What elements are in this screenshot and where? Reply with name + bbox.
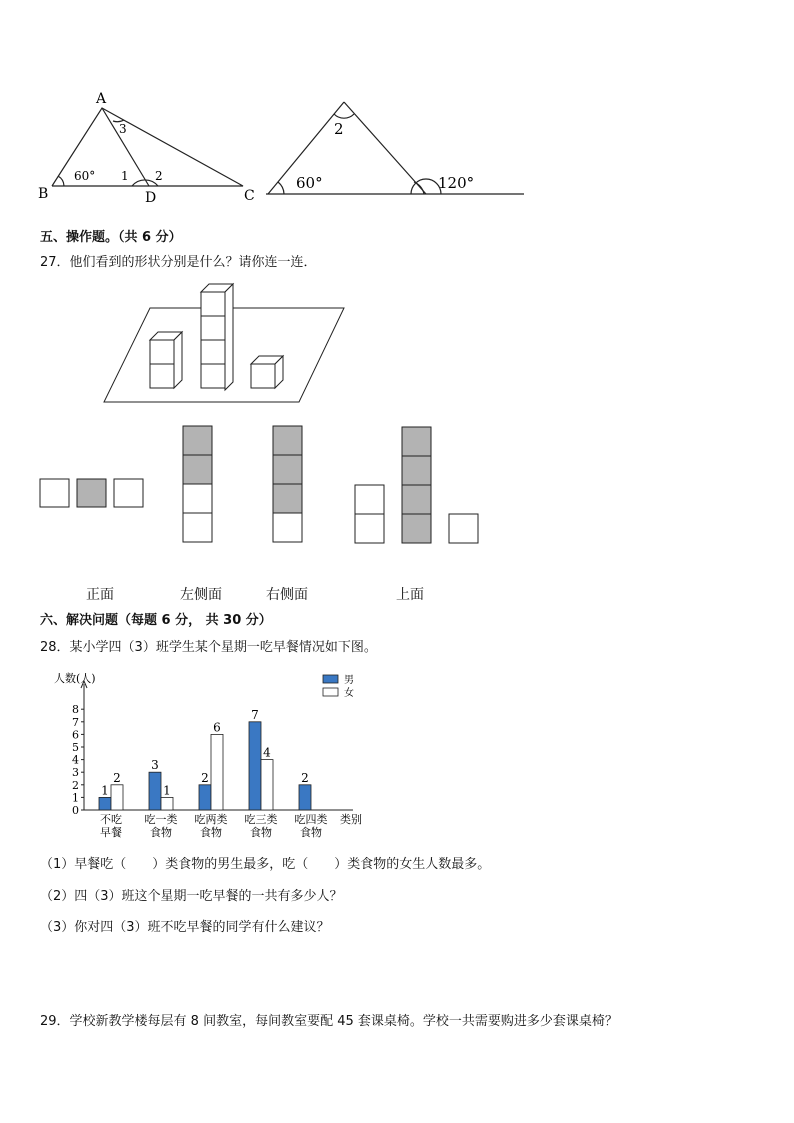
x-category-label: 早餐 <box>100 826 122 839</box>
view-options-figure <box>38 424 483 548</box>
question-29: 29．学校新教学楼每层有 8 间教室，每间教室要配 45 套课桌椅。学校一共需要购进多少套课桌椅？ <box>40 1014 618 1029</box>
question-28: 28．某小学四（3）班学生某个星期一吃早餐情况如下图。 <box>40 640 377 655</box>
triangle-exterior-angle-figure <box>262 96 528 206</box>
label-d: D <box>145 190 157 206</box>
question-27: 27．他们看到的形状分别是什么？请你连一连． <box>40 255 317 270</box>
bar-boys <box>249 722 261 810</box>
y-tick-label: 6 <box>72 728 79 742</box>
section-6-heading: 六、解决问题（每题 6 分， 共 30 分） <box>40 613 272 628</box>
label-c: C <box>244 188 255 204</box>
y-tick-label: 0 <box>72 804 79 817</box>
x-category-label: 吃两类 <box>194 813 228 826</box>
label-b: B <box>38 186 49 202</box>
legend-swatch-girls <box>323 688 338 696</box>
triangle-abc-figure <box>30 88 260 208</box>
angle-1-label: 1 <box>121 169 129 183</box>
bar-data-label: 1 <box>163 783 171 798</box>
bar-data-label: 3 <box>151 758 159 773</box>
y-tick-label: 1 <box>72 791 79 805</box>
exterior-angle-label: 120° <box>438 174 475 192</box>
chart-y-axis-label: 人数(人) <box>54 672 96 685</box>
view-label-left: 左侧面 <box>180 587 222 603</box>
bar-data-label: 4 <box>263 745 271 760</box>
angle-b-label: 60° <box>74 169 96 183</box>
x-category-label: 不吃 <box>100 813 122 826</box>
question-28-sub-1: （1）早餐吃（ ）类食物的男生最多，吃（ ）类食物的女生人数最多。 <box>40 857 491 872</box>
bar-boys <box>149 772 161 810</box>
bar-boys <box>199 785 211 810</box>
bar-data-label: 2 <box>301 770 309 785</box>
x-category-label: 食物 <box>300 826 322 839</box>
x-category-label: 吃一类 <box>144 813 178 826</box>
bar-data-label: 6 <box>213 720 221 735</box>
y-tick-label: 2 <box>72 778 79 792</box>
y-tick-label: 5 <box>72 741 79 754</box>
legend-label-girls: 女 <box>344 688 354 699</box>
breakfast-bar-chart <box>48 668 378 840</box>
view-label-front: 正面 <box>86 587 114 603</box>
y-tick-label: 8 <box>72 703 79 717</box>
bar-girls <box>161 797 173 810</box>
left-angle-label: 60° <box>296 174 323 192</box>
legend-label-boys: 男 <box>344 675 354 686</box>
x-category-label: 食物 <box>200 826 222 839</box>
y-tick-label: 7 <box>72 715 79 729</box>
bar-girls <box>211 734 223 810</box>
legend-swatch-boys <box>323 675 338 683</box>
view-label-top: 上面 <box>396 587 424 603</box>
section-5-heading: 五、操作题。（共 6 分） <box>40 230 182 245</box>
bar-data-label: 7 <box>251 707 259 722</box>
label-a: A <box>96 91 107 107</box>
bar-girls <box>111 785 123 810</box>
bar-data-label: 1 <box>101 783 109 798</box>
bar-data-label: 2 <box>201 770 209 785</box>
y-tick-label: 3 <box>72 766 79 780</box>
cube-arrangement-figure <box>100 280 350 406</box>
bar-data-label: 2 <box>113 770 121 785</box>
question-28-sub-2: （2）四（3）班这个星期一吃早餐的一共有多少人？ <box>40 889 343 904</box>
x-category-label: 吃三类 <box>244 813 278 826</box>
x-category-label: 食物 <box>150 826 172 839</box>
top-angle-label: 2 <box>334 120 344 138</box>
bar-boys <box>99 797 111 810</box>
x-category-label: 吃四类 <box>294 813 328 826</box>
angle-3-label: 3 <box>119 122 127 136</box>
chart-x-axis-label: 类别 <box>340 813 362 826</box>
y-tick-label: 4 <box>72 753 79 767</box>
question-28-sub-3: （3）你对四（3）班不吃早餐的同学有什么建议？ <box>40 920 330 935</box>
angle-2-label: 2 <box>155 169 163 183</box>
x-category-label: 食物 <box>250 826 272 839</box>
view-label-right: 右侧面 <box>266 587 308 603</box>
bar-boys <box>299 785 311 810</box>
bar-girls <box>261 760 273 810</box>
